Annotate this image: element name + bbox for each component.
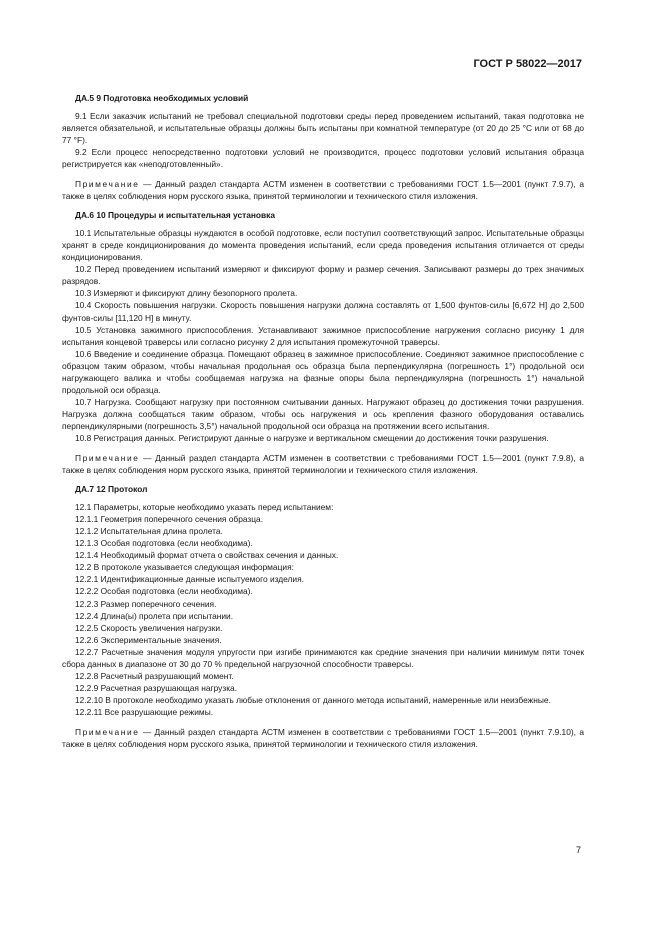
list-item: 12.1.3 Особая подготовка (если необходима). [75,538,253,549]
note [62,726,584,750]
paragraph: 9.1 Если заказчик испытаний не требовал специальной подготовки среды перед проведением испытаний, такая подготовка не является обязательной, и испытательные образцы должны быть испытаны при комнатной температуре (от 20 до 25 °С или от 68 до 77 °F). [62,111,584,146]
list-item: 12.2.10 В протоколе необходимо указать любые отклонения от данного метода испытаний, намеренные или неизбежные. [75,695,551,706]
paragraph: 10.1 Испытательные образцы нуждаются в особой подготовке, если поступил соответствующий запрос. Испытательные образцы хранят в среде кондиционирования до момента проведения испытаний, если среда проведения испытания отличается от среды кондиционирования. [62,227,584,263]
paragraph: 9.2 Если процесс непосредственно подготовки условий не производится, процесс подготовки условий испытания образца регистрируется как «неподготовленный». [62,147,584,170]
section-title-da7: ДА.7 12 Протокол [75,483,148,494]
note [62,452,584,476]
section-title-da6: ДА.6 10 Процедуры и испытательная установка [75,209,276,220]
note-label: Примечание [75,726,140,737]
paragraph: 10.5 Установка зажимного приспособления. Устанавливают зажимное приспособление нагружения согласно рисунку 1 для испытания концевой траверсы или согласно рисунку 2 для испытания промежуточной траверсы. [62,324,584,347]
paragraph: 10.8 Регистрация данных. Регистрируют данные о нагрузке и вертикальном смещении до достижения точки разрушения. [75,433,549,444]
list-item: 12.2.11 Все разрушающие режимы. [75,707,214,718]
document-body [62,92,584,750]
list-item: 12.2.6 Экспериментальные значения. [75,634,222,645]
paragraph: 10.3 Измеряют и фиксируют длину безопорного пролета. [75,288,298,299]
list-item: 12.2.5 Скорость увеличения нагрузки. [75,622,223,633]
section-title-da5: ДА.5 9 Подготовка необходимых условий [75,93,249,103]
list-item: 12.2.4 Длина(ы) пролета при испытании. [75,610,234,621]
paragraph: 10.4 Скорость повышения нагрузки. Скорость повышения нагрузки должна составлять от 1,500 фунтов-силы [6,672 Н] до 2,500 фунтов-силы [11,120 Н] в минуту. [62,300,584,323]
list-item: 12.1.4 Необходимый формат отчета о свойствах сечения и данных. [75,550,339,561]
list-item: 12.2.1 Идентификационные данные испытуемого изделия. [75,574,304,585]
paragraph: 10.6 Введение и соединение образца. Помещают образец в зажимное приспособление. Соединяют зажимное приспособление с образцом таким образом, чтобы начальная продольная ось образца была перпендикулярна (погрешность 1°) продольной оси нагружающего валика и чтобы сообщаемая нагрузка на фазные опоры была перпендикулярна (погрешность 1°) начальной продольной оси образца. [62,348,584,396]
paragraph: 10.7 Нагрузка. Сообщают нагрузку при постоянном считывании данных. Нагружают образец до достижения точки разрушения. Нагрузка должна сообщаться таким образом, чтобы ось нагружения и ось крепления фазного оборудования оставались перпендикулярными (погрешность 3,5°) начальной продольной оси образца на протяжении всего испытания. [62,397,584,432]
list-item: 12.2.9 Расчетная разрушающая нагрузка. [75,683,238,694]
page-number: 7 [575,845,581,855]
list-item: 12.2.3 Размер поперечного сечения. [75,598,217,609]
list-item: 12.1.2 Испытательная длина пролета. [75,526,223,536]
note-text: — Данный раздел стандарта АСТМ изменен в соответствии с требованиями ГОСТ 1.5—2001 (пункт 7.9.8), а также в целях соблюдения норм русского языка, принятой терминологии и технического стиля изложения. [62,452,584,475]
list-item: 12.2.2 Особая подготовка (если необходима). [75,586,253,597]
note [62,178,584,202]
list-item: 12.1.1 Геометрия поперечного сечения образца. [75,513,264,524]
note-text: — Данный раздел стандарта АСТМ изменен в соответствии с требованиями ГОСТ 1.5—2001 (пункт 7.9.7), а также в целях соблюдения норм русского языка, принятой терминологии и технического стиля изложения. [62,178,584,201]
list-item: 12.2.7 Расчетные значения модуля упругости при изгибе принимаются как средние значения при наличии минимум пяти точек сбора данных в диапазоне от 30 до 70 % предельной нагрузочной способности траверсы. [62,646,584,670]
paragraph: 10.2 Перед проведением испытаний измеряют и фиксируют форму и размер сечения. Записывают размеры до трех значимых разрядов. [62,264,584,287]
list-item: 12.2 В протоколе указывается следующая информация: [75,562,294,573]
document-id: ГОСТ Р 58022—2017 [473,58,582,70]
list-item: 12.2.8 Расчетный разрушающий момент. [75,671,234,682]
list-item: 12.1 Параметры, которые необходимо указать перед испытанием: [75,501,334,512]
note-label: Примечание [75,178,140,189]
note-text: — Данный раздел стандарта АСТМ изменен в соответствии с требованиями ГОСТ 1.5—2001 (пункт 7.9.10), а также в целях соблюдения норм русского языка, принятой терминологии и технического стиля изложения. [62,726,584,749]
note-label: Примечание [75,452,140,463]
